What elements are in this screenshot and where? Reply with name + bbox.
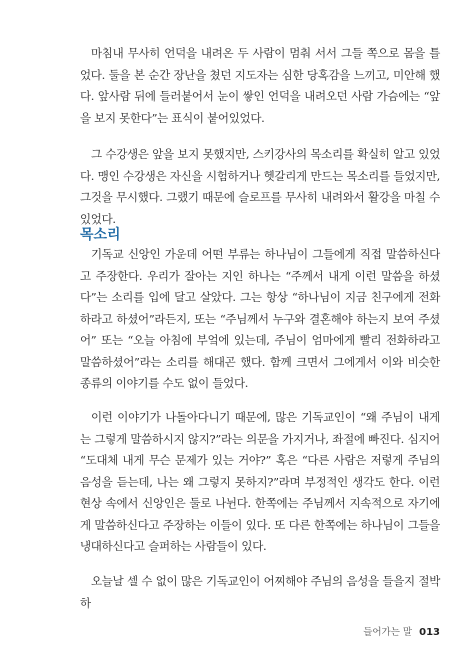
body-paragraph: 오늘날 셀 수 없이 많은 기독교인이 어찌해야 주님의 음성을 들을지 절박하 [80,574,440,610]
body-paragraph: 마침내 무사히 언덕을 내려온 두 사람이 멈춰 서서 그들 쪽으로 몸을 틀었다. 둘을 본 순간 장난을 쳤던 지도자는 심한 당혹감을 느끼고, 미안해 했다. 앞사람 뒤에 들러붙어서 눈이 쌓인 언덕을 내려오던 사람 가슴에는 “앞을 보지 못한다”는 표식이 붙어있었다. [80,46,440,125]
body-paragraph: 기독교 신앙인 가운데 어떤 부류는 하나님이 그들에게 직접 말씀하신다고 주장한다. 우리가 잘아는 지인 하나는 “주께서 내게 이런 말씀을 하셨다”는 소리를 입에 달고 살았다. 그는 항상 “하나님이 지금 친구에게 전화하라고 하셨어”라든지, 또는 “주님께서 누구와 결혼해야 하는지 보여 주셨어” 또는 “오늘 아침에 부엌에 있는데, 주님이 엄마에게 빨리 전화하라고 말씀하셨어”라는 소리를 해대곤 했다. 함께 크면서 그에게서 이와 비슷한 종류의 이야기를 수도 없이 들었다. [80,247,440,390]
section-heading: 목소리 [80,227,121,243]
body-paragraph: 이런 이야기가 나돌아다니기 때문에, 많은 기독교인이 “왜 주님이 내게는 그렇게 말씀하시지 않지?”라는 의문을 가지거나, 좌절에 빠진다. 심지어 “도대체 내게 무슨 문제가 있는 거야?” 혹은 “다른 사람은 저렇게 주님의 음성을 듣는데, 나는 왜 그렇지 못하지?”라며 부정적인 생각도 한다. 이런 현상 속에서 신앙인은 둘로 나뉜다. 한쪽에는 주님께서 지속적으로 자기에게 말씀하신다고 주장하는 이들이 있다. 또 다른 한쪽에는 하나님이 그들을 냉대하신다고 슬퍼하는 사람들이 있다. [80,410,440,553]
page-number: 013 [419,627,440,638]
body-paragraph: 그 수강생은 앞을 보지 못했지만, 스키강사의 목소리를 확실히 알고 있었다. 맹인 수강생은 자신을 시험하거나 헷갈리게 만드는 목소리를 들었지만, 그것을 무시했다. 그랬기 때문에 슬로프를 무사히 내려와서 활강을 마칠 수 있었다. [80,147,440,226]
footer-section-label: 들어가는 말 [363,627,413,638]
page-footer [363,624,440,638]
